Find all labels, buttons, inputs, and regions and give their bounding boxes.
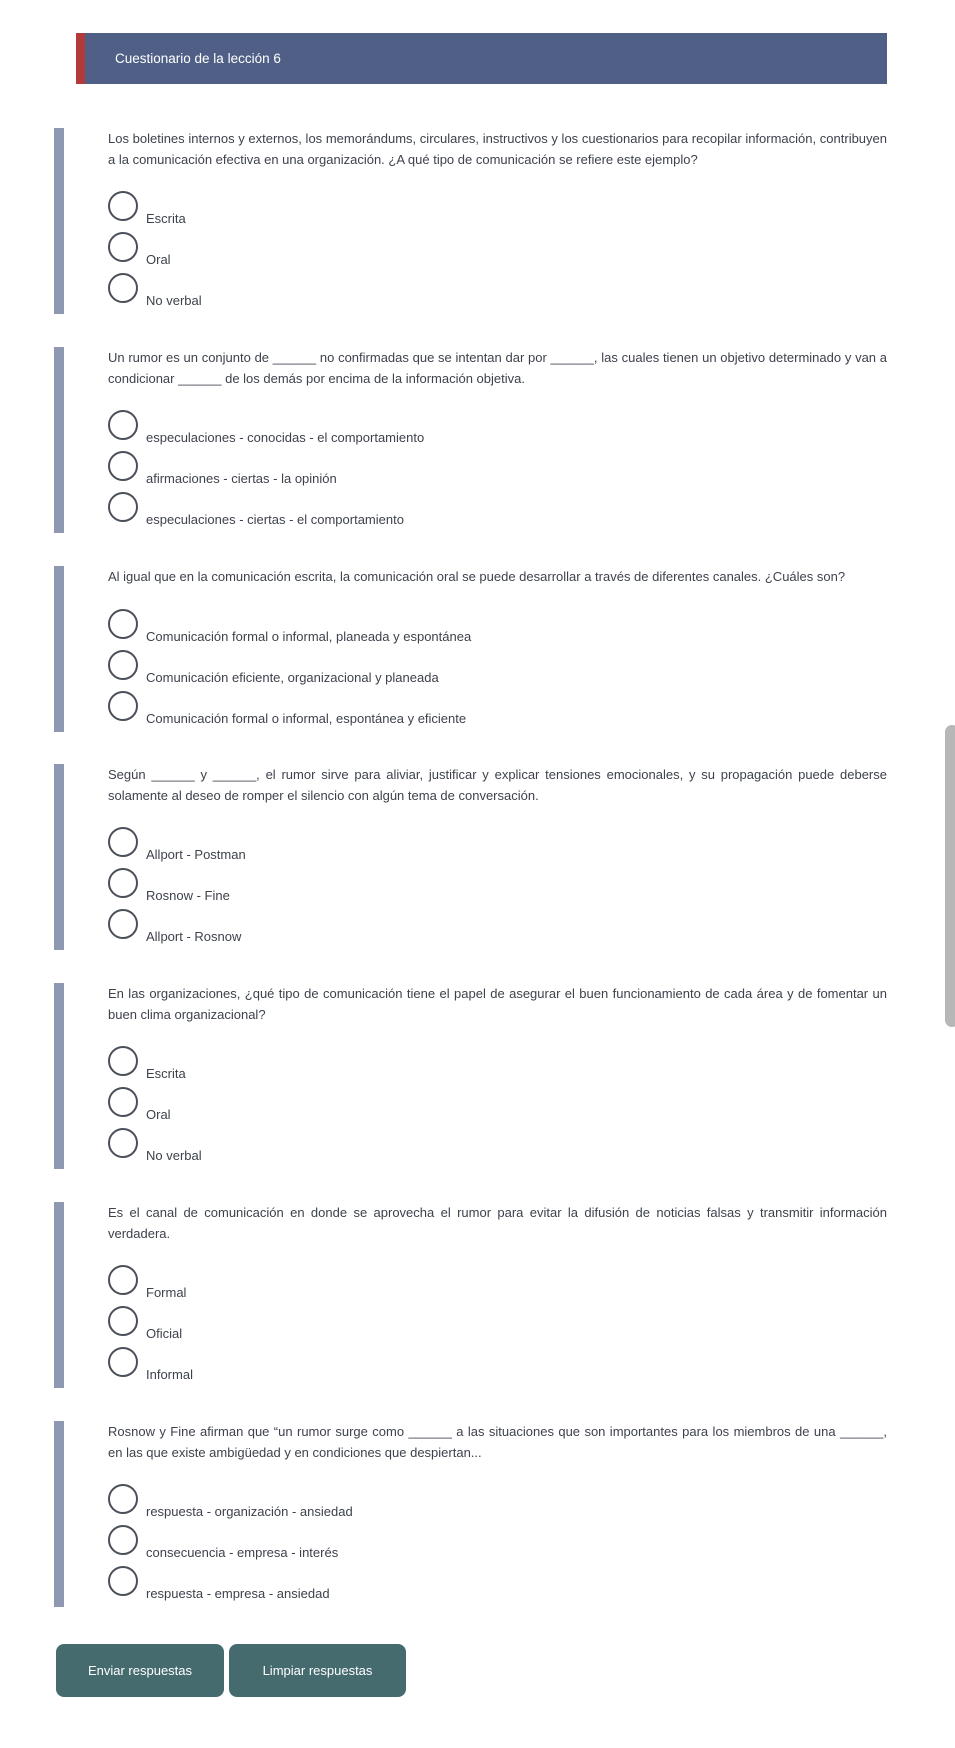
radio-button[interactable] <box>108 1046 138 1076</box>
question-bar <box>54 1202 64 1388</box>
question-bar <box>54 983 64 1169</box>
question-1 <box>54 128 887 314</box>
question-bar <box>54 128 64 314</box>
question-bar <box>54 347 64 533</box>
option-label: No verbal <box>146 293 202 308</box>
question-bar <box>54 1421 64 1607</box>
option-label: Escrita <box>146 211 186 226</box>
question-text: Los boletines internos y externos, los memorándums, circulares, instructivos y los cuestionarios para recopilar información, contribuyen a la comunicación efectiva en una organización. ¿A qué tipo de comunicación se refiere este ejemplo? <box>108 131 887 167</box>
question-bar <box>54 566 64 732</box>
option-label: respuesta - organización - ansiedad <box>146 1504 353 1519</box>
option-label: Escrita <box>146 1066 186 1081</box>
question-4 <box>54 764 887 950</box>
option-label: consecuencia - empresa - interés <box>146 1545 339 1560</box>
question-2 <box>54 347 887 533</box>
radio-button[interactable] <box>108 1566 138 1596</box>
option-label: Allport - Rosnow <box>146 929 242 944</box>
question-3 <box>54 566 887 732</box>
option-label: Comunicación formal o informal, planeada y espontánea <box>146 629 472 644</box>
question-text: Un rumor es un conjunto de ______ no confirmadas que se intentan dar por ______, las cuales tienen un objetivo determinado y van a condicionar ______ de los demás por encima de la información objetiva. <box>108 350 887 386</box>
option-label: Oral <box>146 252 171 267</box>
radio-button[interactable] <box>108 273 138 303</box>
option-label: No verbal <box>146 1148 202 1163</box>
radio-button[interactable] <box>108 1347 138 1377</box>
option-label: Oral <box>146 1107 171 1122</box>
option-label: especulaciones - ciertas - el comportamiento <box>146 512 404 527</box>
scrollbar-thumb[interactable] <box>945 725 955 1027</box>
question-text: Es el canal de comunicación en donde se aprovecha el rumor para evitar la difusión de noticias falsas y transmitir información verdadera. <box>108 1205 887 1241</box>
question-5 <box>54 983 887 1169</box>
clear-answers-button[interactable]: Limpiar respuestas <box>229 1644 406 1697</box>
option-label: respuesta - empresa - ansiedad <box>146 1586 330 1601</box>
option-label: Allport - Postman <box>146 847 246 862</box>
radio-button[interactable] <box>108 609 138 639</box>
submit-answers-button[interactable]: Enviar respuestas <box>56 1644 224 1697</box>
quiz-title: Cuestionario de la lección 6 <box>115 51 281 66</box>
radio-button[interactable] <box>108 868 138 898</box>
radio-button[interactable] <box>108 1525 138 1555</box>
radio-button[interactable] <box>108 650 138 680</box>
question-7 <box>54 1421 887 1607</box>
radio-button[interactable] <box>108 691 138 721</box>
radio-button[interactable] <box>108 451 138 481</box>
quiz-header <box>76 33 887 84</box>
radio-button[interactable] <box>108 191 138 221</box>
option-label: Comunicación formal o informal, espontánea y eficiente <box>146 711 467 726</box>
option-label: Formal <box>146 1285 187 1300</box>
radio-button[interactable] <box>108 1087 138 1117</box>
question-text: Según ______ y ______, el rumor sirve para aliviar, justificar y explicar tensiones emocionales, y su propagación puede deberse solamente al deseo de romper el silencio con algún tema de conversación. <box>108 767 887 803</box>
radio-button[interactable] <box>108 1484 138 1514</box>
radio-button[interactable] <box>108 1265 138 1295</box>
question-text: En las organizaciones, ¿qué tipo de comunicación tiene el papel de asegurar el buen funcionamiento de cada área y de fomentar un buen clima organizacional? <box>108 986 887 1022</box>
question-bar <box>54 764 64 950</box>
question-text: Al igual que en la comunicación escrita, la comunicación oral se puede desarrollar a través de diferentes canales. ¿Cuáles son? <box>108 569 846 584</box>
option-label: afirmaciones - ciertas - la opinión <box>146 471 337 486</box>
radio-button[interactable] <box>108 492 138 522</box>
radio-button[interactable] <box>108 232 138 262</box>
radio-button[interactable] <box>108 1306 138 1336</box>
radio-button[interactable] <box>108 410 138 440</box>
option-label: Oficial <box>146 1326 183 1341</box>
header-accent-stripe <box>76 33 85 84</box>
radio-button[interactable] <box>108 827 138 857</box>
radio-button[interactable] <box>108 1128 138 1158</box>
option-label: Rosnow - Fine <box>146 888 230 903</box>
option-label: Comunicación eficiente, organizacional y planeada <box>146 670 439 685</box>
option-label: Informal <box>146 1367 193 1382</box>
question-6 <box>54 1202 887 1388</box>
question-text: Rosnow y Fine afirman que “un rumor surge como ______ a las situaciones que son importantes para los miembros de una ______, en las que existe ambigüedad y en condiciones que despiertan... <box>108 1424 887 1460</box>
radio-button[interactable] <box>108 909 138 939</box>
option-label: especulaciones - conocidas - el comportamiento <box>146 430 425 445</box>
